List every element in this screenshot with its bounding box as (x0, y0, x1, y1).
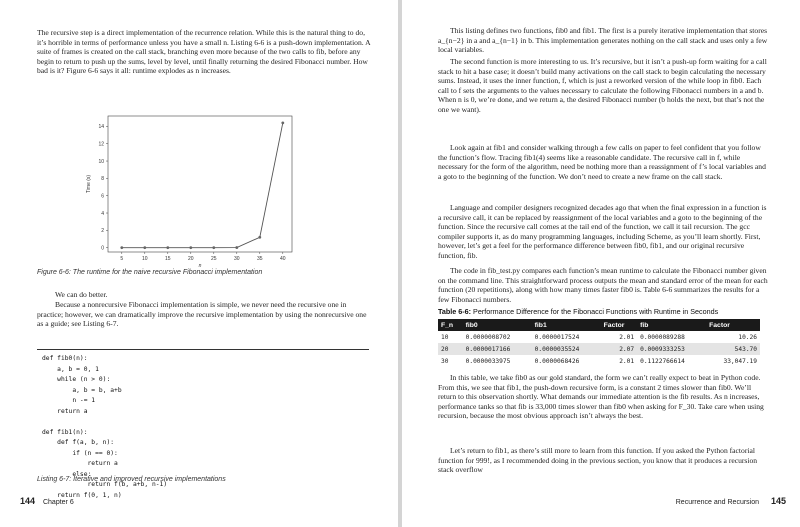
x-tick-label: 10 (142, 256, 148, 262)
table-row (438, 343, 760, 355)
runtime-chart (80, 110, 300, 270)
x-tick-label: 25 (211, 256, 217, 262)
y-tick-label: 2 (101, 228, 104, 235)
data-point (281, 122, 284, 125)
header-factor-2: Factor (706, 319, 760, 331)
table-cell: 0.0000017166 (463, 343, 532, 355)
table-cell: 0.0000033975 (465, 357, 511, 365)
table-cell: 30 (441, 357, 449, 365)
table-cell: 2.01 (619, 333, 635, 341)
table-cell: 0.0000089288 (640, 333, 685, 341)
x-tick-label: 40 (280, 256, 286, 262)
table-cell: 0.0009333253 (637, 343, 706, 355)
page-number: 144 (20, 496, 36, 506)
x-tick-label: 15 (165, 256, 171, 262)
y-tick-label: 14 (98, 124, 104, 131)
right-paragraph-5: The code in fib_test.py compares each function’s mean runtime to calculate the Fibonacci number given on the command line. This straightforward process outputs the mean and standard error of the mean for each function (20 repetitions), along with how many times faster fib0 is. Table 6-6 summarizes the results for a few Fibonacci numbers. (438, 266, 768, 304)
left-footer (20, 496, 74, 506)
page-number: 145 (770, 496, 786, 506)
data-point (120, 246, 123, 249)
right-paragraph-4: Language and compiler designers recognized decades ago that when the final expression in a function is a recursive call, it can be replaced by reassignment of the local variables and a goto to the beginning of the function. Since the recursive call comes at the tail end of the function, we call it tail recursion. The gcc compiler supports it, as do many programming languages, including Scheme, as you’ll learn shortly. First, however, let’s get a feel for the performance difference between fib0, fib1, and our original recursive function, fib. (438, 203, 767, 260)
x-axis-label: n (198, 263, 202, 269)
data-point (166, 246, 169, 249)
table-title (438, 307, 778, 316)
x-tick-label: 30 (234, 256, 240, 262)
y-tick-label: 8 (101, 176, 104, 183)
y-tick-label: 10 (98, 158, 104, 165)
figure-caption: Figure 6-6: The runtime for the naive recursive Fibonacci implementation (37, 269, 263, 276)
table-title-label: Table 6-6: (438, 307, 472, 316)
table-header-row (438, 319, 760, 331)
x-tick-label: 5 (120, 256, 124, 262)
table-cell: 2.07 (601, 343, 637, 355)
table-row (438, 355, 760, 367)
listing-caption: Listing 6-7: Iterative and improved recursive implementations (37, 476, 226, 483)
right-page (402, 0, 800, 527)
header-fib0: fib0 (463, 319, 532, 331)
right-paragraph-2: The second function is more interesting to us. It’s recursive, but it isn’t a push-up form waiting for a call stack to hit a base case; it doesn’t build many activations on the call stack to begin calculating the necessary sums. Instead, it uses the inner function, f, which is just a reworked version of the while loop in fib0. Each call to f sets the arguments to the values necessary to calculate the following Fibonacci numbers in a and b. When n is 0, we’re done, and we return a, the desired Fibonacci number (b holds the next, but that’s not the one we want). (438, 57, 767, 114)
data-point (189, 246, 192, 249)
x-tick-label: 35 (257, 256, 263, 262)
y-axis-label: Time (s) (86, 174, 92, 194)
table-cell: 10 (441, 333, 449, 341)
runtime-series-line (122, 123, 283, 248)
table-cell: 543.70 (706, 343, 760, 355)
y-tick-label: 6 (101, 193, 104, 200)
right-footer (676, 496, 786, 506)
data-point (212, 246, 215, 249)
data-point (235, 246, 238, 249)
table-cell: 0.0000068426 (534, 357, 580, 365)
listing-top-rule (37, 349, 369, 350)
chapter-label: Chapter 6 (42, 499, 74, 506)
plot-frame (108, 116, 292, 252)
header-fib1: fib1 (532, 319, 601, 331)
table-cell: 2.01 (619, 357, 635, 365)
data-point (143, 246, 146, 249)
listing-6-7-code: def fib0(n): a, b = 0, 1 while (n > 0): a, b = b, a+b n -= 1 return a def fib1(n): def f(a, b, n): if (n == 0): return a else: return f(b, a+b, n-1) return f(0, 1, n) (42, 355, 168, 499)
table-cell: 0.0000017524 (534, 333, 580, 341)
table-title-text: Performance Difference for the Fibonacci Functions with Runtime in Seconds (473, 307, 719, 316)
performance-table (438, 319, 760, 367)
data-point (258, 236, 261, 239)
y-tick-label: 12 (98, 141, 104, 148)
header-fib: fib (637, 319, 706, 331)
left-page (0, 0, 398, 527)
right-paragraph-1: This listing defines two functions, fib0 and fib1. The first is a purely iterative implementation that stores a_{n−2} in a and a_{n−1} in b. This implementation generates nothing on the call stack and uses only a few local variables. (438, 26, 768, 55)
right-paragraph-3: Look again at fib1 and consider walking through a few calls on paper to feel confident that you follow the function’s flow. Tracing fib1(4) seems like a reasonable candidate. The recursive call in f, while necessary for the form of the algorithm, need be nothing more than a reassignment of f’s local variables and a goto to the beginning of the function. We don’t need to create a new frame on the call stack. (438, 143, 766, 181)
table-cell: 33,047.19 (723, 357, 757, 365)
table-cell: 0.0000008702 (465, 333, 511, 341)
table-cell: 0.0000035524 (532, 343, 601, 355)
left-paragraph-2: We can do better. (55, 290, 108, 299)
running-title: Recurrence and Recursion (675, 499, 760, 506)
table-cell: 20 (438, 343, 463, 355)
table-cell: 10.26 (738, 333, 757, 341)
header-fn: F_n (438, 319, 463, 331)
y-tick-label: 0 (101, 245, 104, 252)
x-tick-label: 20 (188, 256, 194, 262)
y-tick-label: 4 (101, 210, 104, 217)
left-paragraph-1: The recursive step is a direct implementation of the recurrence relation. While this is the natural thing to do, it’s horrible in terms of performance unless you have a small n. Listing 6-6 is a push-down implementation. A suite of frames is created on the call stack, branching even more because of the two calls to fib, before any begin to return to push up the sums, level by level, until finally returning the desired Fibonacci number. How bad is it? Figure 6-6 says it all: runtime explodes as n increases. (37, 28, 371, 76)
right-paragraph-7: Let’s return to fib1, as there’s still more to learn from this function. If you asked the Python factorial function for 999!, as I recommended doing in the previous section, you know that it produces a recursion stack overflow (438, 446, 758, 475)
right-paragraph-6: In this table, we take fib0 as our gold standard, the form we can’t really expect to beat in Python code. From this, we see that fib1, the push-down recursive form, is a constant 2 times slower than fib0. We’ll return to this observation shortly. What demands our immediate attention is the fib results. As n increases, performance tanks so that fib is 33,000 times slower than fib0 when asking for F_30. Take care when using recursion, because the most obvious approach isn’t always the best. (438, 373, 764, 421)
table-row (438, 331, 760, 343)
table-cell: 0.1122766614 (640, 357, 685, 365)
left-paragraph-3: Because a nonrecursive Fibonacci implementation is simple, we never need the recursive one in practice; however, we can dramatically improve the recursive implementation by using the nonrecursive one as a guide; see Listing 6-7. (37, 300, 367, 329)
header-factor-1: Factor (601, 319, 637, 331)
